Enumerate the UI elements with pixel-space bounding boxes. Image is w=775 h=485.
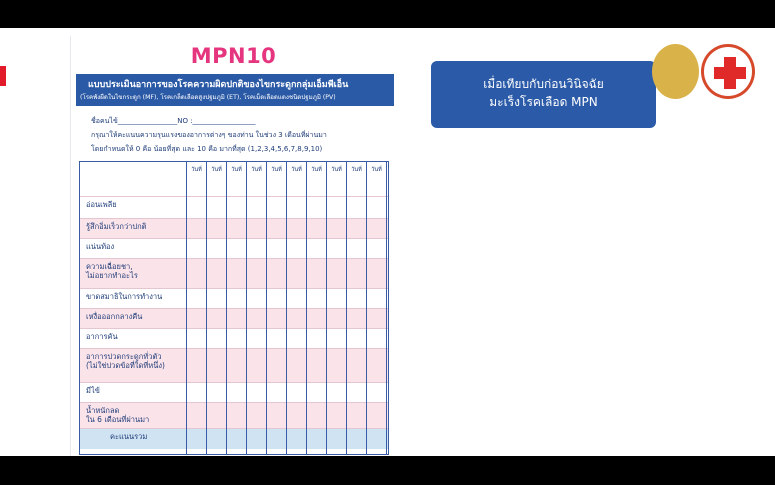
symptom-row <box>80 288 388 309</box>
symptom-label: อาการคัน <box>86 332 118 341</box>
symptom-row <box>80 218 388 239</box>
symptom-label: แน่นท้อง <box>86 242 115 251</box>
red-cross-logo-icon <box>701 44 755 99</box>
day-column-header: วันที่ <box>266 162 286 178</box>
instructions-line-2: โดยกำหนดให้ 0 คือ น้อยที่สุด และ 10 คือ มากที่สุด (1,2,3,4,5,6,7,8,9,10) <box>91 145 323 153</box>
patient-name-line: ชื่อคนไข้_________________NO :__________________ <box>91 117 256 125</box>
grid-column-line <box>286 162 287 454</box>
top-letterbox <box>0 0 775 28</box>
grid-column-line <box>326 162 327 454</box>
grid-column-line <box>266 162 267 454</box>
university-logo-icon <box>652 44 699 99</box>
day-column-header: วันที่ <box>226 162 246 178</box>
symptom-row <box>80 308 388 329</box>
form-header-subtitle: (โรคพังผืดในไขกระดูก (MF), โรคเกล็ดเลือดสูงปฐมภูมิ (ET), โรคเม็ดเลือดแดงชนิดปฐมภูมิ (PV) <box>80 94 336 101</box>
form-header-title: แบบประเมินอาการของโรคความผิดปกติของไขกระดูกกลุ่มเอ็มพีเอ็น <box>88 80 349 90</box>
mpn10-form <box>70 36 396 456</box>
symptom-label: ความเฉื่อยชา, ไม่อยากทำอะไร <box>86 262 138 280</box>
symptom-label: อ่อนเพลีย <box>86 200 117 209</box>
grid-column-line <box>306 162 307 454</box>
slide <box>0 28 775 456</box>
grid-column-line <box>246 162 247 454</box>
grid-column-line <box>186 162 187 454</box>
day-column-header: วันที่ <box>306 162 326 178</box>
callout-line-2: มะเร็งโรคเลือด MPN <box>489 95 598 109</box>
grid-column-line <box>346 162 347 454</box>
symptom-label: คะแนนรวม <box>110 432 148 441</box>
comparison-callout <box>431 61 656 128</box>
symptom-label: เหงื่อออกกลางคืน <box>86 312 143 321</box>
symptom-row <box>80 328 388 349</box>
symptom-label: อาการปวดกระดูกทั่วตัว (ไม่ใช่ปวดข้อที่ใดที่หนึ่ง) <box>86 352 165 370</box>
symptom-row <box>80 196 388 219</box>
symptom-label: รู้สึกอิ่มเร็วกว่าปกติ <box>86 222 147 231</box>
day-column-header: วันที่ <box>186 162 206 178</box>
symptom-label: ขาดสมาธิในการทำงาน <box>86 292 163 301</box>
day-column-header: วันที่ <box>206 162 226 178</box>
grid-column-line <box>386 162 387 454</box>
day-column-header: วันที่ <box>286 162 306 178</box>
callout-line-1: เมื่อเทียบกับก่อนวินิจฉัย <box>483 77 604 91</box>
day-column-header: วันที่ <box>366 162 386 178</box>
total-score-row <box>80 428 388 449</box>
instructions-line-1: กรุณาให้คะแนนความรุนแรงของอาการต่างๆ ของท่าน ในช่วง 3 เดือนที่ผ่านมา <box>91 131 327 139</box>
symptom-row <box>80 382 388 403</box>
day-column-header: วันที่ <box>246 162 266 178</box>
red-edge-mark <box>0 66 6 86</box>
grid-column-line <box>206 162 207 454</box>
form-header <box>76 74 394 106</box>
symptom-row <box>80 238 388 259</box>
symptom-label: มีไข้ <box>86 386 100 395</box>
day-column-header: วันที่ <box>326 162 346 178</box>
symptom-row <box>80 258 388 289</box>
symptom-grid <box>79 161 389 455</box>
grid-column-line <box>366 162 367 454</box>
cross-horizontal <box>714 67 746 79</box>
symptom-label: น้ำหนักลด ใน 6 เดือนที่ผ่านมา <box>86 406 150 424</box>
form-title: MPN10 <box>190 44 277 68</box>
symptom-row <box>80 348 388 383</box>
bottom-letterbox <box>0 456 775 485</box>
symptom-row <box>80 402 388 429</box>
grid-column-line <box>226 162 227 454</box>
day-column-header: วันที่ <box>346 162 366 178</box>
